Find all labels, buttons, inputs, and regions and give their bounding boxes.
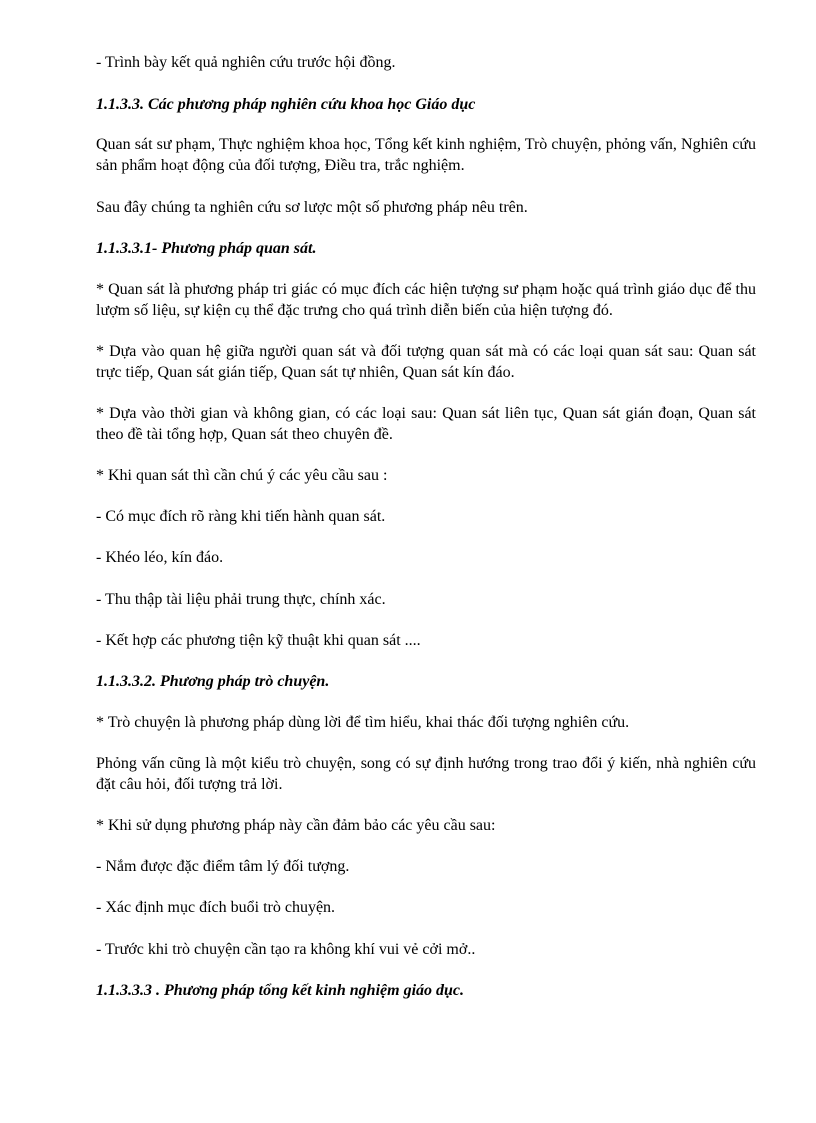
body-paragraph: * Dựa vào quan hệ giữa người quan sát và đối tượng quan sát mà có các loại quan sát sau: Quan sát trực tiếp, Quan sát gián tiếp, Quan sát tự nhiên, Quan sát kín đáo. xyxy=(96,343,756,381)
section-heading: 1.1.3.3.3 . Phương pháp tổng kết kinh nghiệm giáo dục. xyxy=(96,982,465,999)
body-paragraph: * Dựa vào thời gian và không gian, có các loại sau: Quan sát liên tục, Quan sát gián đoạn, Quan sát theo đề tài tổng hợp, Quan sát theo chuyên đề. xyxy=(96,405,756,443)
bullet-item: - Nắm được đặc điểm tâm lý đối tượng. xyxy=(96,858,350,875)
section-heading: 1.1.3.3.1- Phương pháp quan sát. xyxy=(96,240,317,257)
bullet-item: - Có mục đích rõ ràng khi tiến hành quan sát. xyxy=(96,508,386,525)
bullet-item: - Xác định mục đích buổi trò chuyện. xyxy=(96,899,336,916)
body-paragraph: Quan sát sư phạm, Thực nghiệm khoa học, Tổng kết kinh nghiệm, Trò chuyện, phỏng vấn, Nghiên cứu sản phẩm hoạt động của đối tượng, Điều tra, trắc nghiệm. xyxy=(96,136,756,174)
body-paragraph: * Khi quan sát thì cần chú ý các yêu cầu sau : xyxy=(96,467,388,484)
bullet-item: - Thu thập tài liệu phải trung thực, chính xác. xyxy=(96,591,386,608)
body-paragraph: Phỏng vấn cũng là một kiểu trò chuyện, song có sự định hướng trong trao đổi ý kiến, nhà nghiên cứu đặt câu hỏi, đối tượng trả lời. xyxy=(96,755,756,793)
bullet-item: - Khéo léo, kín đáo. xyxy=(96,549,224,566)
section-heading: 1.1.3.3.2. Phương pháp trò chuyện. xyxy=(96,673,330,690)
body-paragraph: Sau đây chúng ta nghiên cứu sơ lược một số phương pháp nêu trên. xyxy=(96,199,528,216)
bullet-item: - Trước khi trò chuyện cần tạo ra không khí vui vẻ cởi mở.. xyxy=(96,941,476,958)
bullet-item: - Kết hợp các phương tiện kỹ thuật khi quan sát .... xyxy=(96,632,421,649)
body-paragraph: * Quan sát là phương pháp tri giác có mục đích các hiện tượng sư phạm hoặc quá trình giáo dục để thu lượm số liệu, sự kiện cụ thể đặc trưng cho quá trình diễn biến của hiện tượng đó. xyxy=(96,281,756,319)
body-paragraph: * Khi sử dụng phương pháp này cần đảm bảo các yêu cầu sau: xyxy=(96,817,496,834)
bullet-item: - Trình bày kết quả nghiên cứu trước hội đồng. xyxy=(96,54,396,71)
body-paragraph: * Trò chuyện là phương pháp dùng lời để tìm hiểu, khai thác đối tượng nghiên cứu. xyxy=(96,714,630,731)
section-heading: 1.1.3.3. Các phương pháp nghiên cứu khoa học Giáo dục xyxy=(96,96,476,113)
